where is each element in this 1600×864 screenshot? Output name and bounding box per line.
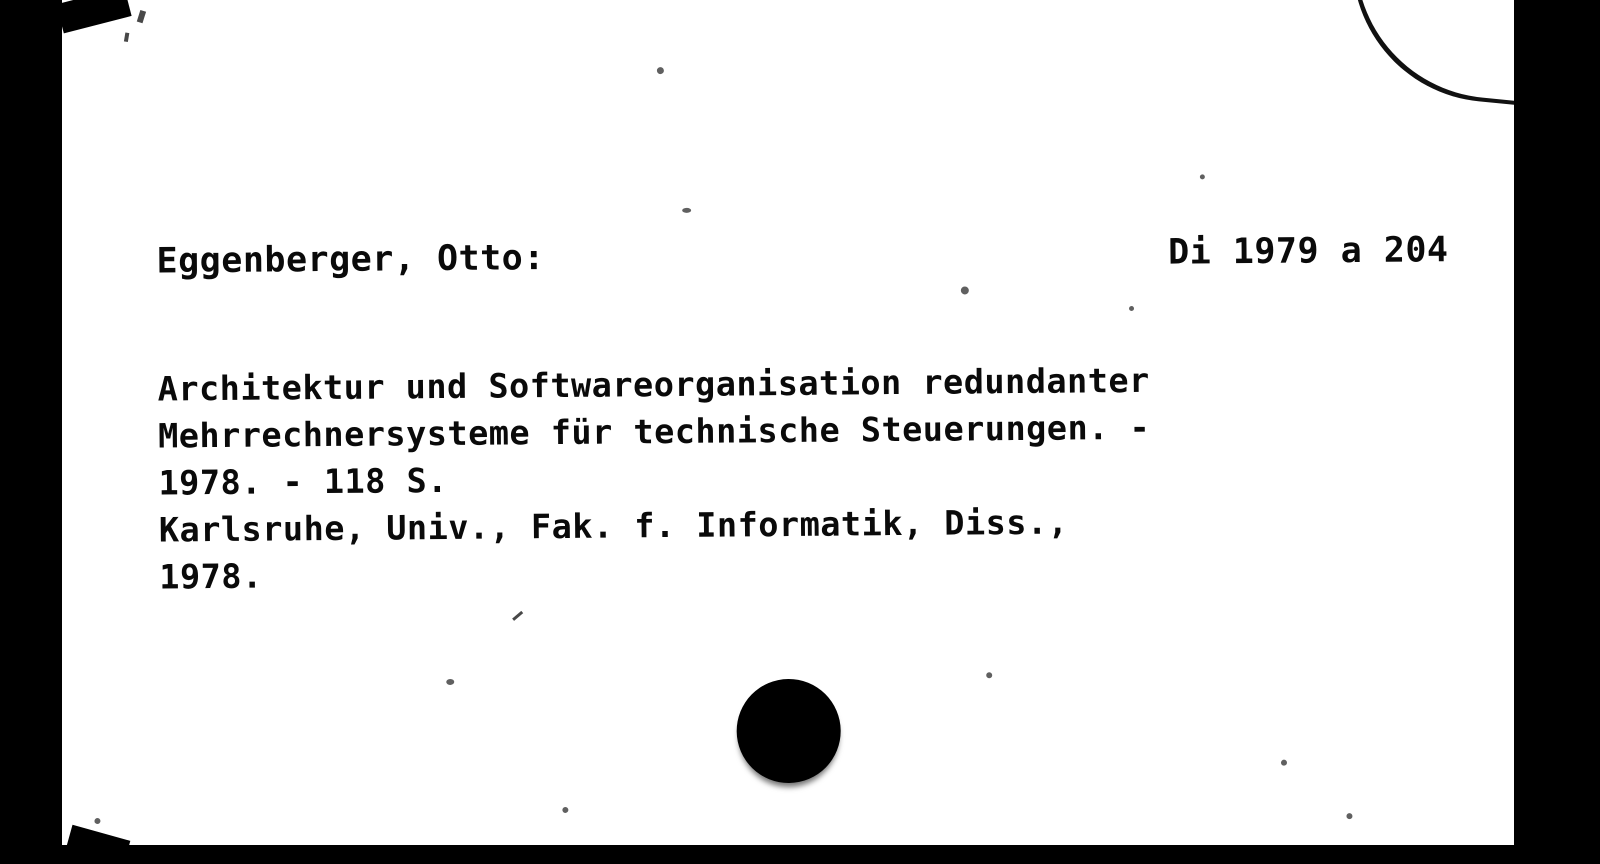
card-corner-top-left xyxy=(62,0,132,33)
scan-speck xyxy=(1129,306,1134,311)
shelfmark: Di 1979 a 204 xyxy=(1167,230,1449,273)
card-content-area xyxy=(62,0,1514,845)
scan-scratch xyxy=(124,32,129,42)
scan-speck xyxy=(986,672,992,678)
description-line: Architektur und Softwareorganisation redundanter xyxy=(157,360,1150,409)
scan-speck xyxy=(657,67,664,74)
description-line: Mehrrechnersysteme für technische Steuerungen. - xyxy=(157,407,1151,456)
catalogue-card xyxy=(62,0,1514,845)
scan-speck xyxy=(961,286,969,294)
author-heading: Eggenberger, Otto: xyxy=(156,238,546,282)
card-header-row xyxy=(156,230,1456,281)
scan-speck xyxy=(94,818,100,824)
card-corner-bottom-left xyxy=(62,825,130,845)
scanner-background-bottom xyxy=(0,845,1600,864)
scan-scratch xyxy=(512,611,523,621)
scan-speck xyxy=(682,208,691,213)
description-line: Karlsruhe, Univ., Fak. f. Informatik, Diss., xyxy=(158,502,1069,550)
description-line: 1978. - 118 S. xyxy=(158,460,449,503)
description-line: 1978. xyxy=(159,556,263,597)
scan-speck xyxy=(1200,174,1205,179)
scanner-background-left xyxy=(0,0,62,864)
scan-speck xyxy=(446,679,454,685)
ink-blot xyxy=(736,679,841,784)
card-corner-top-right-curl xyxy=(1343,0,1514,103)
scan-scratch xyxy=(137,10,146,23)
scanner-background-right xyxy=(1514,0,1600,864)
scan-speck xyxy=(562,807,568,813)
scan-speck xyxy=(1346,813,1352,819)
scan-speck xyxy=(1281,760,1287,766)
bibliographic-description xyxy=(157,354,1489,601)
